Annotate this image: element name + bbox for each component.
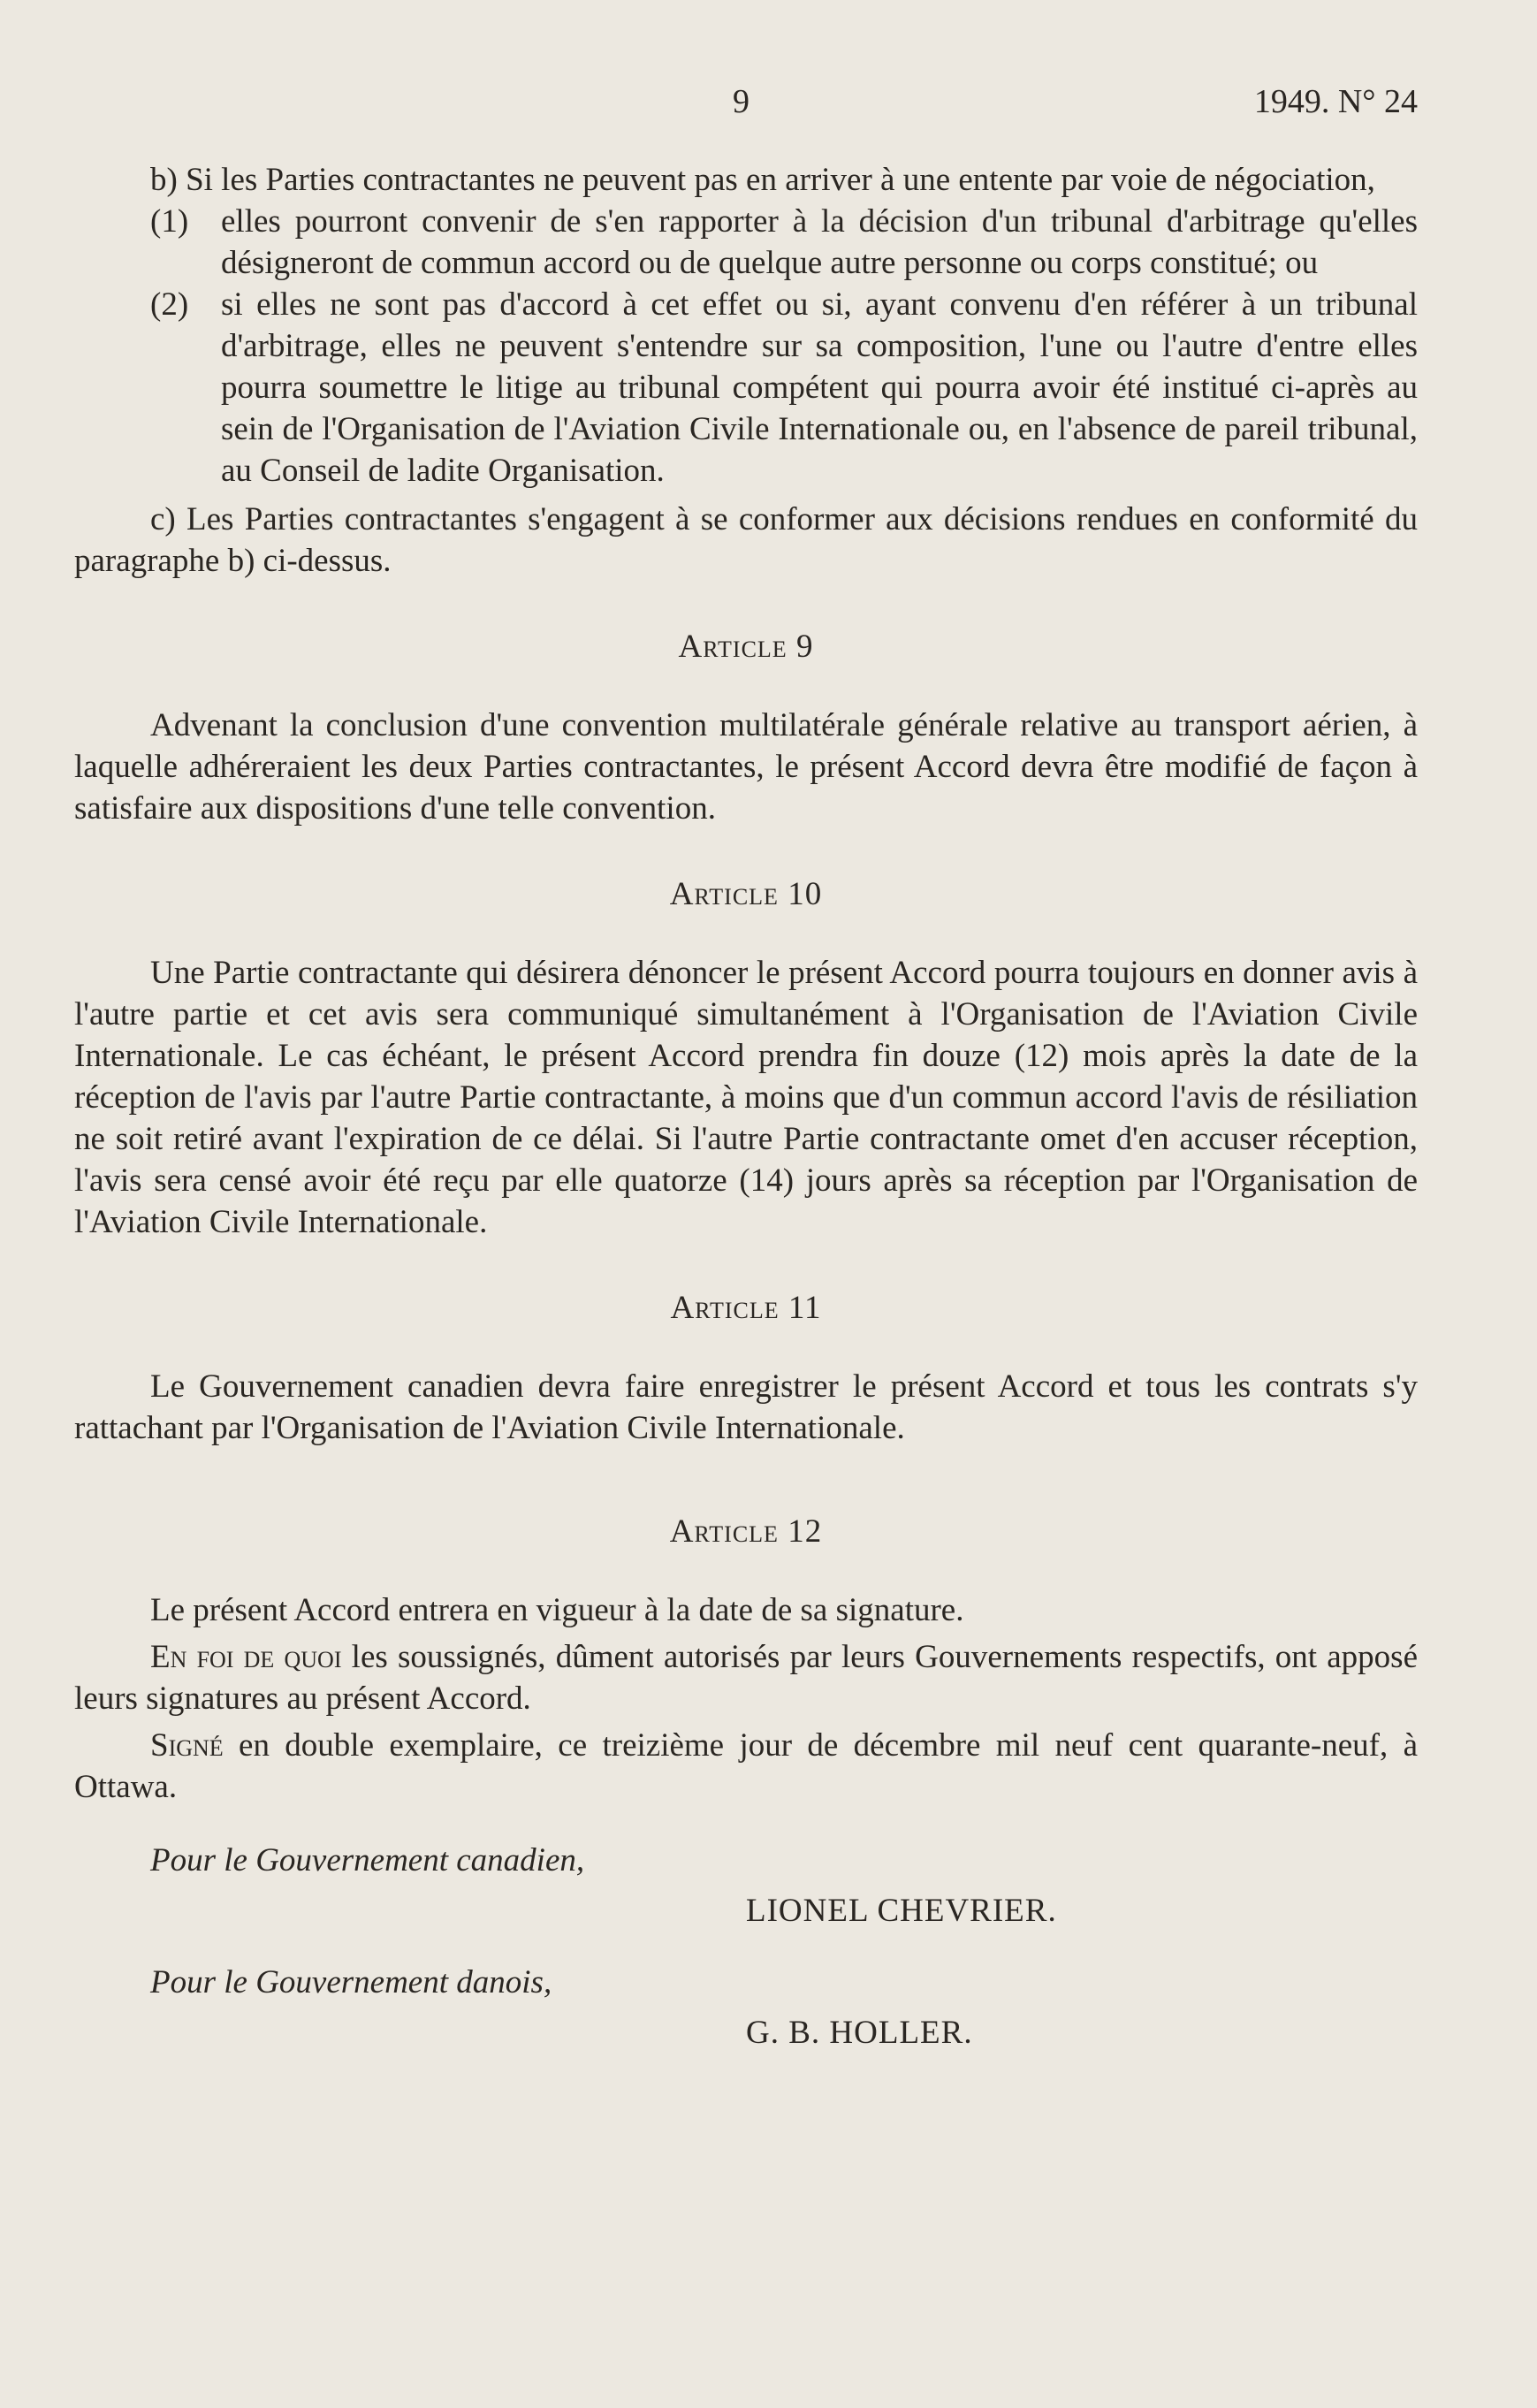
article-10-heading: Article 10 <box>669 876 823 912</box>
signature-denmark-name: G. B. HOLLER. <box>746 2015 973 2051</box>
signe-lead: Signé <box>150 1727 224 1764</box>
document-body <box>74 159 1418 2054</box>
signature-denmark-for: Pour le Gouvernement danois, <box>150 1964 552 2000</box>
article-9-text: Advenant la conclusion d'une convention multilatérale générale relative au transport aérien, à laquelle adhéreraient les deux Parties contractantes, le présent Accord devra être modifié de façon à satisfaire aux dispositions d'une telle convention. <box>74 707 1418 827</box>
subparagraph-number: (2) <box>150 286 189 323</box>
subparagraph-2 <box>150 284 1418 492</box>
document-reference: 1949. N° 24 <box>1253 83 1418 120</box>
article-11-heading: Article 11 <box>670 1290 822 1326</box>
page-number: 9 <box>733 83 749 120</box>
subparagraph-1 <box>150 201 1418 284</box>
article-12-heading: Article 12 <box>669 1513 823 1550</box>
subparagraph-text: si elles ne sont pas d'accord à cet effet ou si, ayant convenu d'en référer à un tribunal d'arbitrage, elles ne peuvent s'entendre sur sa composition, l'une ou l'autre d'entre elles pourra soumettre le litige au tribunal compétent qui pourra avoir été institué ci-après au sein de l'Organisation de l'Aviation Civile Internationale ou, en l'absence de pareil tribunal, au Conseil de ladite Organisation. <box>221 286 1418 489</box>
en-foi-lead: En foi de quoi <box>150 1639 342 1675</box>
en-foi-de-quoi-paragraph <box>74 1636 1418 1719</box>
signature-canada-name: LIONEL CHEVRIER. <box>746 1893 1057 1929</box>
signe-text: en double exemplaire, ce treizième jour de décembre mil neuf cent quarante-neuf, à Ottawa. <box>74 1727 1418 1805</box>
subparagraph-number: (1) <box>150 203 189 240</box>
article-10-text: Une Partie contractante qui désirera dénoncer le présent Accord pourra toujours en donner avis à l'autre partie et cet avis sera communiqué simultanément à l'Organisation de l'Aviation Civile Internationale. Le cas échéant, le présent Accord prendra fin douze (12) mois après la date de la réception de l'avis par l'autre Partie contractante, à moins que d'un commun accord l'avis de résiliation ne soit retiré avant l'expiration de ce délai. Si l'autre Partie contractante omet d'en accuser réception, l'avis sera censé avoir été reçu par elle quatorze (14) jours après sa réception par l'Organisation de l'Aviation Civile Internationale. <box>74 955 1418 1240</box>
paragraph-c: c) Les Parties contractantes s'engagent à se conformer aux décisions rendues en conformité du paragraphe b) ci-dessus. <box>74 501 1418 579</box>
signe-paragraph <box>74 1725 1418 1808</box>
page-header <box>74 81 1418 126</box>
article-11-text: Le Gouvernement canadien devra faire enregistrer le présent Accord et tous les contrats s'y rattachant par l'Organisation de l'Aviation Civile Internationale. <box>74 1368 1418 1446</box>
subparagraph-text: elles pourront convenir de s'en rapporter à la décision d'un tribunal d'arbitrage qu'elles désigneront de commun accord ou de quelque autre personne ou corps constitué; ou <box>221 203 1418 281</box>
paragraph-b: b) Si les Parties contractantes ne peuvent pas en arriver à une entente par voie de négociation, <box>150 162 1375 198</box>
en-foi-text: les soussignés, dûment autorisés par leurs Gouvernements respectifs, ont apposé leurs signatures au présent Accord. <box>74 1639 1418 1717</box>
article-12-text: Le présent Accord entrera en vigueur à la date de sa signature. <box>150 1592 964 1628</box>
article-9-heading: Article 9 <box>678 629 814 665</box>
signature-canada-for: Pour le Gouvernement canadien, <box>150 1842 585 1878</box>
